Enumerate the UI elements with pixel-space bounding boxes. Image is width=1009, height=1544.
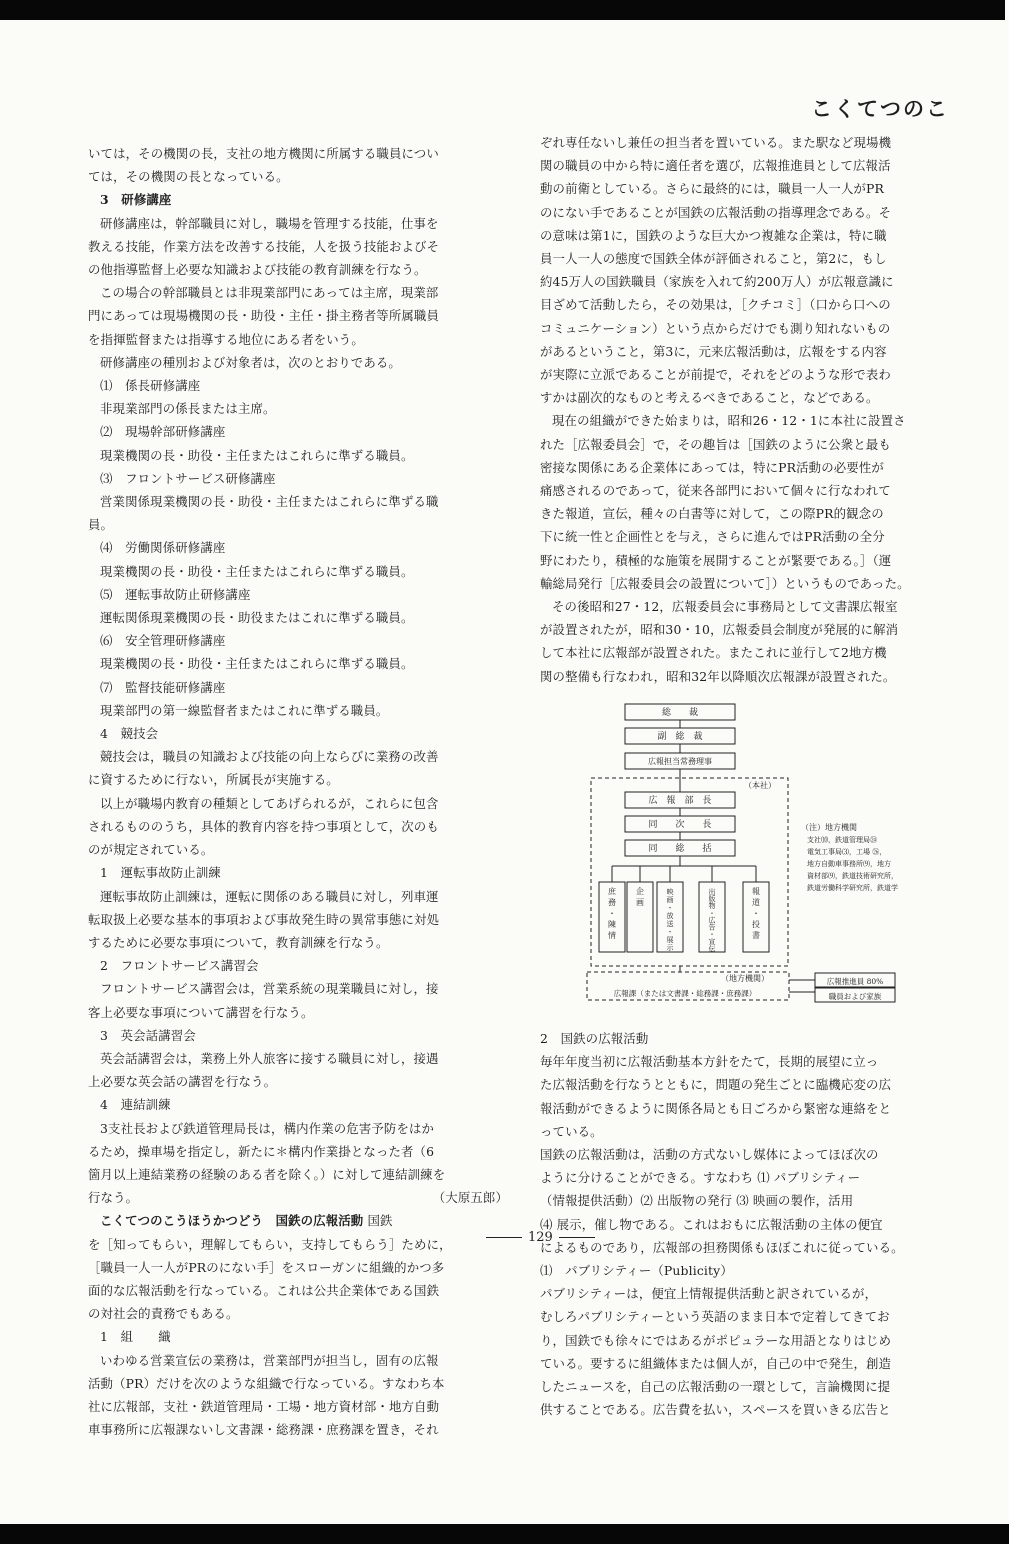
text-line: 2 国鉄の広報活動: [540, 1031, 649, 1046]
right-column-tail: [540, 1027, 965, 1421]
right-column: [540, 131, 965, 688]
text-line: いては，その機関の長，支社の地方機関に所属する職員につい: [88, 146, 439, 161]
text-line: 輸総局発行［広報委員会の設置について］）というものであった。: [540, 575, 910, 591]
text-line: を指揮監督または指導する地位にある者をいう。: [88, 331, 364, 347]
top-border-bar: [0, 0, 1005, 20]
text-line: があるということ，第3に，元来広報活動は，広報をする内容: [540, 343, 887, 359]
text-line: するために必要な事項について，教育訓練を行なう。: [88, 934, 389, 950]
label-staff-family: 職員および家族: [828, 992, 882, 1001]
left-column-tail: [88, 1233, 508, 1442]
text-line: したニュースを，自己の広報活動の一環として，言論機関に提: [540, 1379, 891, 1395]
note-line-4: 資材部⑼，鉄道技術研究所，: [807, 872, 898, 880]
label-sub-press: 報道・投書: [752, 887, 760, 940]
text-line: ぞれ専任ないし兼任の担当者を置いている。また駅など現場機: [540, 135, 892, 150]
label-pr-dept-head: 広 報 部 長: [648, 796, 712, 806]
text-line: パブリシティーは，便宜上情報提供活動と訳されているが，: [540, 1286, 878, 1302]
page-number-dash-left: [486, 1237, 522, 1238]
text-line: 社に広報部，支社・鉄道管理局・工場・地方資材部・地方自動: [88, 1398, 440, 1414]
text-line: 供することである。広告費を払い，スペースを買いきる広告と: [540, 1402, 891, 1418]
text-line: 非現業部門の係長または主席。: [100, 401, 276, 417]
text-line: 以上が職場内教育の種類としてあげられるが，これらに包含: [100, 795, 439, 811]
note-line-3: 地方自動車事務所⑼，地方: [807, 860, 891, 868]
text-line: によるものであり，広報部の担務関係もほぼこれに従っている。: [540, 1239, 904, 1255]
text-line: ⑵ 現場幹部研修講座: [100, 424, 226, 440]
text-line: 現業機関の長・助役・主任またはこれらに準ずる職員。: [100, 447, 414, 463]
text-line: のにない手であることが国鉄の広報活動の指導理念である。そ: [540, 204, 892, 220]
text-line: 3 英会話講習会: [100, 1027, 196, 1043]
text-line: 運転関係現業機関の長・助役またはこれに準ずる職員。: [100, 610, 414, 626]
label-sub-publications: 出版物・広告・宣伝: [708, 888, 716, 953]
text-line: （情報提供活動）⑵ 出版物の発行 ⑶ 映画の製作，活用: [540, 1193, 854, 1209]
text-line: ⑷ 労働関係研修講座: [100, 540, 226, 556]
text-line: 箇月以上連結業務の経験のある者を除く。）に対して連結訓練を: [88, 1166, 446, 1182]
text-line: り，国鉄でも徐々にではあるがポピュラーな用語となりはじめ: [540, 1332, 892, 1348]
text-line: コミュニケーション）という点からだけでも測り知れないもの: [540, 320, 891, 336]
left-last-line: 行なう。: [88, 1190, 139, 1206]
running-header: こくてつのこ: [811, 96, 949, 121]
text-line: 毎年年度当初に広報活動基本方針をたて，長期的展望に立っ: [540, 1054, 879, 1070]
left-column: [88, 142, 508, 1441]
left-column-lines: [88, 142, 508, 1186]
label-director: 広報担当常務理事: [648, 757, 712, 766]
text-line: の他指導監督上必要な知識および技能の教育訓練を行なう。: [88, 262, 427, 278]
text-line: 運転事故防止訓練は，運転に関係のある職員に対し，列車運: [100, 888, 439, 904]
text-line: 下に統一性と企画性とを与え，さらに進んではPR活動の全分: [540, 529, 885, 545]
label-sub-film: 映画・放送・展示: [666, 888, 674, 952]
bottom-border-bar: [0, 1524, 1009, 1544]
text-line: 活動（PR）だけを次のような組織で行なっている。すなわち本: [88, 1375, 445, 1391]
label-head-office: （本社）: [744, 781, 776, 790]
text-line: ⑴ パブリシティー（Publicity）: [540, 1263, 733, 1279]
text-line: 転取扱上必要な基本的事項および事故発生時の異常事態に対処: [88, 911, 440, 927]
right-column-lower: [540, 1027, 965, 1421]
text-line: 3 研修講座: [100, 192, 172, 208]
label-general-affairs: 同 総 括: [648, 844, 712, 854]
text-line: ⑹ 安全管理研修講座: [100, 633, 226, 649]
text-line: のが規定されている。: [88, 842, 214, 858]
text-line: 目ざめて活動したら，その効果は，［クチコミ］（口から口への: [540, 297, 891, 313]
label-promoters: 広報推進員 80%: [826, 977, 884, 986]
text-line: その後昭和27・12，広報委員会に事務局として文書課広報室: [552, 599, 898, 615]
text-line: きた報道，宣伝，種々の白書等に対して，この際PR的観念の: [540, 506, 884, 522]
text-line: 痛感されるのであって，従来各部門において個々に行なわれて: [540, 483, 891, 499]
text-line: の対社会的責務でもある。: [88, 1306, 239, 1322]
text-line: 野にわたり，積極的な施策を展開することが緊要である。］（運: [540, 552, 892, 568]
text-line: 面的な広報活動を行なっている。これは公共企業体である国鉄: [88, 1282, 440, 1298]
text-line: して本社に広報部が設置された。またこれに並行して2地方機: [540, 645, 887, 661]
text-line: 車事務所に広報課ないし文書課・総務課・庶務課を置き，それ: [88, 1422, 439, 1438]
label-deputy-head: 同 次 長: [648, 820, 712, 830]
text-line: ⑸ 運転事故防止研修講座: [100, 586, 251, 602]
text-line: に資するために行ない，所属長が実施する。: [88, 772, 339, 788]
text-line: 3支社長および鉄道管理局長は，構内作業の危害予防をはか: [100, 1120, 435, 1136]
text-line: が実際に立派であることが前提で，それをどのような形で表わ: [540, 367, 891, 383]
text-line: ように分けることができる。すなわち ⑴ パブリシティー: [540, 1170, 861, 1186]
label-president: 総 裁: [661, 708, 699, 718]
text-line: 動の前衛としている。さらに最終的には，職員一人一人がPR: [540, 181, 885, 197]
text-line: っている。: [540, 1123, 603, 1139]
right-column-lines: [540, 131, 965, 688]
text-line: むしろパブリシティーという英語のまま日本で定着してきてお: [540, 1309, 890, 1325]
text-line: 教える技能，作業方法を改善する技能，人を扱う技能およびそ: [88, 238, 440, 254]
entry-heading: こくてつのこうほうかつどう 国鉄の広報活動: [100, 1213, 364, 1229]
note-line-1: 支社⑽，鉄道管理局㉔: [807, 836, 877, 844]
text-line: ⑴ 係長研修講座: [100, 378, 201, 394]
text-line: 関の整備も行なわれ，昭和32年以降順次広報課が設置された。: [540, 668, 896, 684]
left-closing-line: [88, 1186, 508, 1209]
text-line: ては，その機関の長となっている。: [88, 169, 289, 185]
note-line-5: 鉄道労働科学研究所，鉄道学: [807, 884, 898, 892]
text-line: 門にあっては現場機関の長・助役・主任・掛主務者等所属職員: [88, 308, 440, 324]
text-line: を［知ってもらい，理解してもらい，支持してもらう］ために，: [88, 1236, 452, 1252]
text-line: 約45万人の国鉄職員（家族を入れて約200万人）が広報意識に: [540, 274, 894, 290]
label-regional-pr: 広報課（または文書課・総務課・庶務課）: [613, 989, 757, 998]
text-line: が設置されたが，昭和30・10，広報委員会制度が発展的に解消: [540, 622, 899, 638]
page-number-value: 129: [528, 1230, 553, 1245]
text-line: 現業部門の第一線監督者またはこれに準ずる職員。: [100, 702, 389, 718]
text-line: ⑷ 展示，催し物である。これはおもに広報活動の主体の便宜: [540, 1216, 883, 1232]
text-line: 4 競技会: [100, 726, 159, 742]
label-regional: （地方機関）: [721, 974, 769, 983]
label-sub-planning: 企画: [636, 887, 644, 907]
text-line: の意味は第1に，国鉄のような巨大かつ複雑な企業は，特に職: [540, 227, 887, 243]
text-line: この場合の幹部職員とは非現業部門にあっては主席，現業部: [100, 285, 439, 301]
text-line: れた［広報委員会］で，その趣旨は［国鉄のように公衆と最も: [540, 436, 891, 452]
text-line: 1 組 織: [100, 1329, 171, 1345]
label-sub-general: 庶務・陳情: [608, 887, 616, 940]
text-line: 現業機関の長・助役・主任またはこれらに準ずる職員。: [100, 656, 414, 672]
pr-org-chart: [585, 700, 915, 1005]
text-line: た広報活動を行なうとともに，問題の発生ごとに臨機応変の広: [540, 1077, 892, 1093]
page-number-dash-right: [559, 1237, 595, 1238]
text-line: フロントサービス講習会は，営業系統の現業職員に対し，接: [100, 981, 439, 997]
text-line: 報活動ができるように関係各局とも日ごろから緊密な連絡をと: [540, 1100, 892, 1116]
text-line: 研修講座は，幹部職員に対し，職場を管理する技能，仕事を: [100, 215, 439, 231]
text-line: 現業機関の長・助役・主任またはこれらに準ずる職員。: [100, 563, 414, 579]
note-title: （注）地方機関: [801, 823, 857, 832]
text-line: 関の職員の中から特に適任者を選び，広報推進員として広報活: [540, 158, 891, 174]
text-line: されるもののうち，具体的教育内容を持つ事項として，次のも: [88, 818, 439, 834]
text-line: 上必要な英会話の講習を行なう。: [88, 1074, 277, 1090]
text-line: ている。要するに組織体または個人が，自己の中で発生，創造: [540, 1355, 892, 1371]
text-line: 員一人一人の態度で国鉄全体が評価されること，第2に，もし: [540, 251, 887, 267]
text-line: 客上必要な事項について講習を行なう。: [88, 1004, 314, 1020]
entry-heading-cont: 国鉄: [367, 1213, 393, 1229]
text-line: るため，操車場を指定し，新たに＊構内作業掛となった者（6: [88, 1143, 435, 1159]
text-line: 営業関係現業機関の長・助役・主任またはこれらに準ずる職: [100, 494, 439, 510]
text-line: 英会話講習会は，業務上外人旅客に接する職員に対し，接遇: [100, 1050, 439, 1066]
text-line: 2 フロントサービス講習会: [100, 958, 259, 974]
text-line: 密接な関係にある企業体にあっては，特にPR活動の必要性が: [540, 459, 884, 475]
text-line: ［職員一人一人がPRのにない手］をスローガンに組織的かつ多: [88, 1259, 445, 1275]
author-signature: （大原五郎）: [432, 1190, 508, 1206]
text-line: すかは副次的なものと考えるべきであること，などである。: [540, 390, 879, 406]
text-line: 4 連結訓練: [100, 1097, 171, 1113]
text-line: 研修講座の種別および対象者は，次のとおりである。: [100, 354, 401, 370]
text-line: 競技会は，職員の知識および技能の向上ならびに業務の改善: [100, 749, 439, 765]
text-line: ⑶ フロントサービス研修講座: [100, 470, 276, 486]
label-vice-president: 副 総 裁: [657, 732, 703, 742]
text-line: 1 運転事故防止訓練: [100, 865, 221, 881]
text-line: 現在の組織ができた始まりは，昭和26・12・1に本社に設置さ: [552, 413, 906, 429]
text-line: いわゆる営業宣伝の業務は，営業部門が担当し，固有の広報: [100, 1352, 439, 1368]
text-line: ⑺ 監督技能研修講座: [100, 679, 226, 695]
note-line-2: 電気工事局⑶，工場 ㉖，: [807, 848, 887, 856]
entry-heading-line: [88, 1209, 508, 1232]
page-number: [480, 1230, 601, 1245]
text-line: 国鉄の広報活動は，活動の方式ないし媒体によってほぼ次の: [540, 1147, 879, 1163]
text-line: 員。: [88, 517, 114, 533]
